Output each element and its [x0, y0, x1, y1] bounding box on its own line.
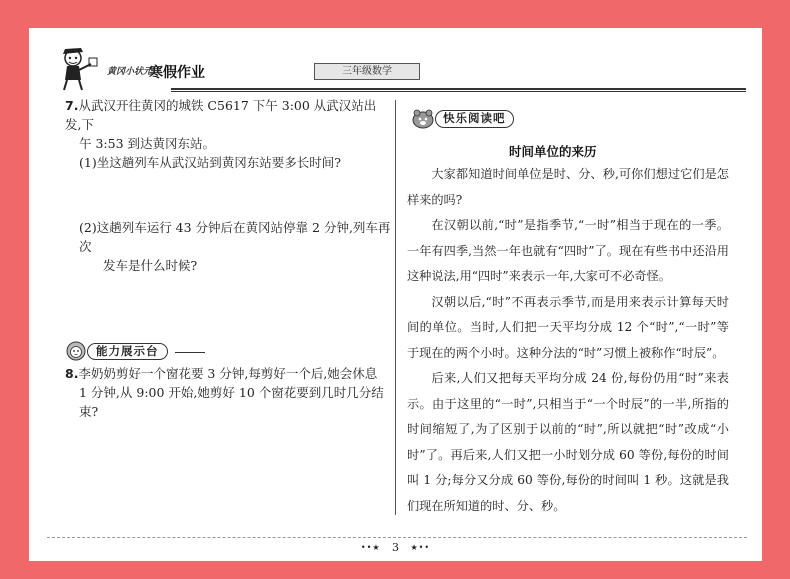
lion-mascot-icon [65, 340, 87, 362]
question-line: 李奶奶剪好一个窗花要 3 分钟,每剪好一个后,她会休息 [78, 366, 378, 381]
brand-subtitle: 黄冈小状元 [107, 67, 153, 77]
column-divider [395, 100, 396, 515]
question-7 [65, 96, 390, 172]
question-number: 7. [65, 98, 79, 113]
question-8 [65, 364, 390, 421]
question-part-1: (1)坐这趟列车从武汉站到黄冈东站要多长时间? [79, 155, 341, 170]
reading-paragraph: 后来,人们又把每天平均分成 24 份,每份仍用“时”来表示。由于这里的“一时”,只相当于“一个时辰”的一半,所指的时间缩短了,为了区别于以前的“时”,所以就把“时”改成“小时”了。再后来,人们又把一小时划分成 60 等份,每份的时间叫 1 分;每分又分成 60 等份,每份的时间叫 1 秒。这就是我们现在所知道的时、分、秒。 [407, 371, 729, 513]
workbook-page [29, 28, 762, 561]
footer-stars-right: ★•• [410, 543, 431, 552]
question-part-line: 发车是什么时候? [103, 258, 198, 273]
banner-rule [175, 352, 205, 353]
page-header [51, 46, 741, 92]
reading-title: 时间单位的来历 [509, 144, 597, 159]
question-number: 8. [65, 366, 79, 381]
grade-label: 三年级数学 [314, 63, 420, 80]
footer-stars-left: ••★ [360, 543, 381, 552]
reading-paragraph: 大家都知道时间单位是时、分、秒,可你们想过它们是怎样来的吗? [407, 167, 729, 207]
question-part-line: (2)这趟列车运行 43 分钟后在黄冈站停靠 2 分钟,列车再次 [79, 220, 391, 254]
animal-mascot-icon [411, 108, 435, 130]
page-footer [29, 541, 762, 554]
section-banner-reading [411, 108, 541, 130]
page-number: 3 [392, 541, 399, 554]
header-rule-thin [171, 91, 746, 92]
section-label: 快乐阅读吧 [435, 110, 514, 128]
question-line: 1 分钟,从 9:00 开始,她剪好 10 个窗花要到几时几分结束? [79, 385, 384, 419]
header-rule [171, 88, 746, 90]
question-stem-line: 午 3:53 到达黄冈东站。 [79, 136, 216, 151]
footer-rule [47, 537, 747, 538]
reading-body [407, 162, 729, 519]
book-title: 寒假作业 [149, 65, 205, 81]
question-stem-line: 从武汉开往黄冈的城铁 C5617 下午 3:00 从武汉站出发,下 [65, 98, 377, 132]
reading-paragraph: 在汉朝以前,“时”是指季节,“一时”相当于现在的一季。一年有四季,当然一年也就有“四时”了。现在有些书中还沿用这种说法,用“四时”来表示一年,大家可不必奇怪。 [407, 218, 729, 283]
reading-paragraph: 汉朝以后,“时”不再表示季节,而是用来表示计算每天时间的单位。当时,人们把一天平均分成 12 个“时”,“一时”等于现在的两个小时。这种分法的“时”习惯上被称作“时辰”。 [407, 294, 729, 360]
question-7-part-2 [79, 218, 391, 275]
section-label: 能力展示台 [87, 343, 168, 360]
section-banner-ability [65, 340, 205, 362]
mascot-logo-icon [51, 46, 105, 92]
